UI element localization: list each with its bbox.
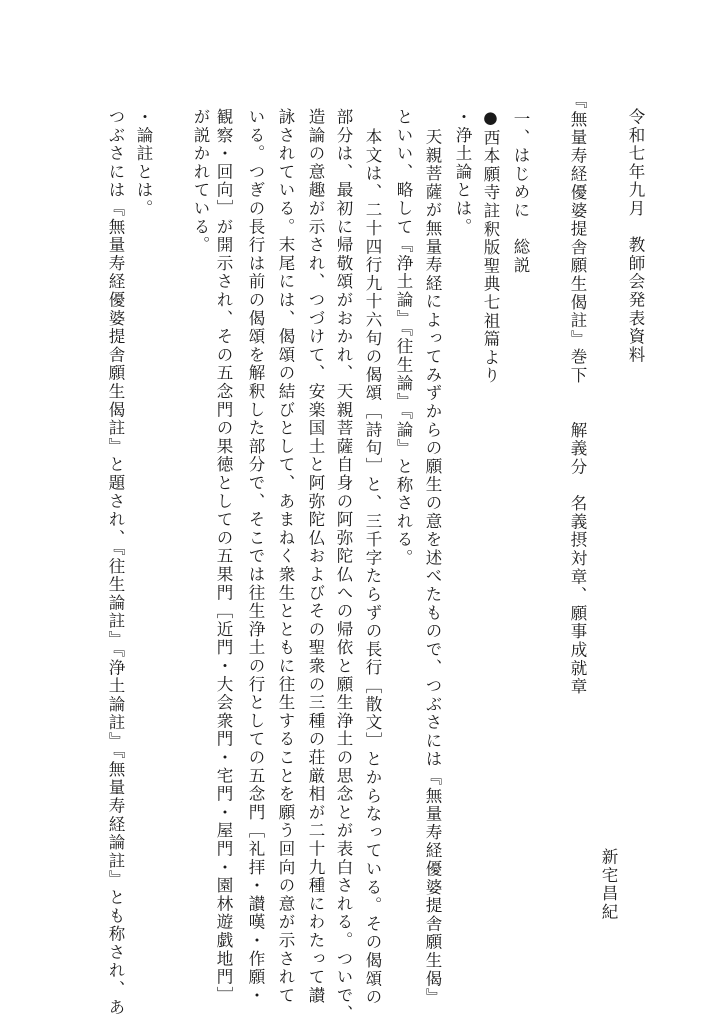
body-line: 観察・回向］が開示され、その五念門の果徳としての五果門［近門・大会衆門・宅門・屋門・園林遊戯地門］: [214, 108, 233, 1005]
body-line: 部分は、最初に帰敬頌がおかれ、天親菩薩自身の阿弥陀仏への帰依と願生浄土の思念とが表白される。ついで、: [334, 108, 353, 1023]
author-name: 新宅昌紀: [599, 848, 618, 922]
date-event-line: 令和七年九月 教師会発表資料: [626, 108, 645, 365]
body-line: つぶさには『無量寿経優婆提舎願生偈註』と題され、『往生論註』『浄土論註』『無量寿経論註』とも称され、あ: [106, 108, 125, 1017]
jodoron-heading: ・浄土論とは。: [453, 108, 472, 237]
body-line: 詠されている。末尾には、偈頌の結びとして、あまねく衆生とともに往生することを願う回向の意が示されて: [276, 108, 295, 1005]
body-line: が説かれている。: [191, 108, 210, 255]
body-line: といい、略して『浄土論』『往生論』『論』と称される。: [394, 108, 413, 568]
source-note: ●西本願寺註釈版聖典七祖篇より: [481, 108, 500, 385]
body-line: いる。つぎの長行は前の偈頌を解釈した部分で、そこでは往生浄土の行としての五念門［礼拝・讃嘆・作願・: [246, 108, 265, 1005]
body-line: 造論の意趣が示され、つづけて、安楽国土と阿弥陀仏およびその聖衆の三種の荘厳相が二十九種にわたって讃: [306, 108, 325, 1005]
document-title: 『無量寿経優婆提舎願生偈註』巻下 解義分 名義摂対章、願事成就章: [568, 92, 587, 696]
section-heading: 一、はじめに 総説: [511, 110, 530, 275]
body-line: 天親菩薩が無量寿経によってみずからの願生の意を述べたもので、つぶさには『無量寿経優婆提舎願生偈』: [423, 128, 442, 1007]
body-line: 本文は、二十四行九十六句の偈頌［詩句］と、三千字たらずの長行［散文］とからなっている。その偈頌の: [363, 128, 382, 1007]
ronchu-heading: ・論註とは。: [134, 108, 153, 218]
